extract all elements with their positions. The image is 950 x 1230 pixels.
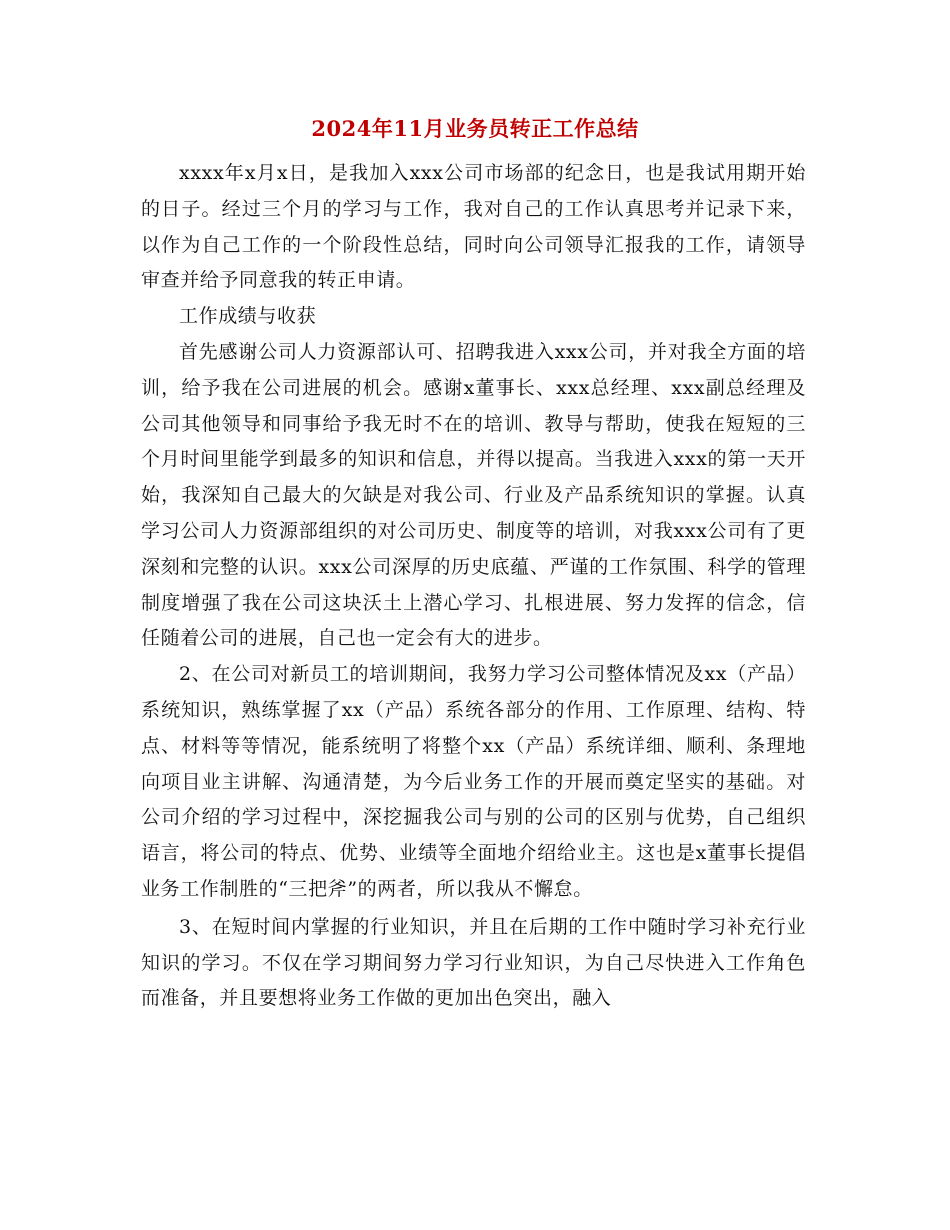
document-title: 2024年11月业务员转正工作总结 — [311, 116, 639, 141]
paragraph-gratitude: 首先感谢公司人力资源部认可、招聘我进入xxx公司，并对我全方面的培训，给予我在公司进展的机会。感谢x董事长、xxx总经理、xxx副总经理及公司其他领导和同事给予我无时不在的培训、教导与帮助，使我在短短的三个月时间里能学到最多的知识和信息，并得以提高。当我进入xxx的第一天开始，我深知自己最大的欠缺是对我公司、行业及产品系统知识的掌握。认真学习公司人力资源部组织的对公司历史、制度等的培训，对我xxx公司有了更深刻和完整的认识。xxx公司深厚的历史底蕴、严谨的工作氛围、科学的管理制度增强了我在公司这块沃土上潜心学习、扎根进展、努力发挥的信念，信任随着公司的进展，自己也一定会有大的进步。 — [141, 340, 806, 650]
section-heading-achievements: 工作成绩与收获 — [179, 305, 317, 328]
paragraph-item-3: 3、在短时间内掌握的行业知识，并且在后期的工作中随时学习补充行业知识的学习。不仅在学习期间努力学习行业知识，为自己尽快进入工作角色而准备，并且要想将业务工作做的更加出色突出，融入 — [141, 915, 806, 1010]
paragraph-intro: xxxx年x月x日，是我加入xxx公司市场部的纪念日，也是我试用期开始的日子。经过三个月的学习与工作，我对自己的工作认真思考并记录下来，以作为自己工作的一个阶段性总结，同时向公司领导汇报我的工作，请领导审查并给予同意我的转正申请。 — [141, 162, 806, 292]
document-body — [141, 156, 806, 1017]
paragraph-item-2: 2、在公司对新员工的培训期间，我努力学习公司整体情况及xx（产品）系统知识，熟练掌握了xx（产品）系统各部分的作用、工作原理、结构、特点、材料等等情况，能系统明了将整个xx（产品）系统详细、顺利、条理地向项目业主讲解、沟通清楚，为今后业务工作的开展而奠定坚实的基础。对公司介绍的学习过程中，深挖掘我公司与别的公司的区别与优势，自己组织语言，将公司的特点、优势、业绩等全面地介绍给业主。这也是x董事长提倡业务工作制胜的“三把斧”的两者，所以我从不懈怠。 — [141, 663, 806, 900]
